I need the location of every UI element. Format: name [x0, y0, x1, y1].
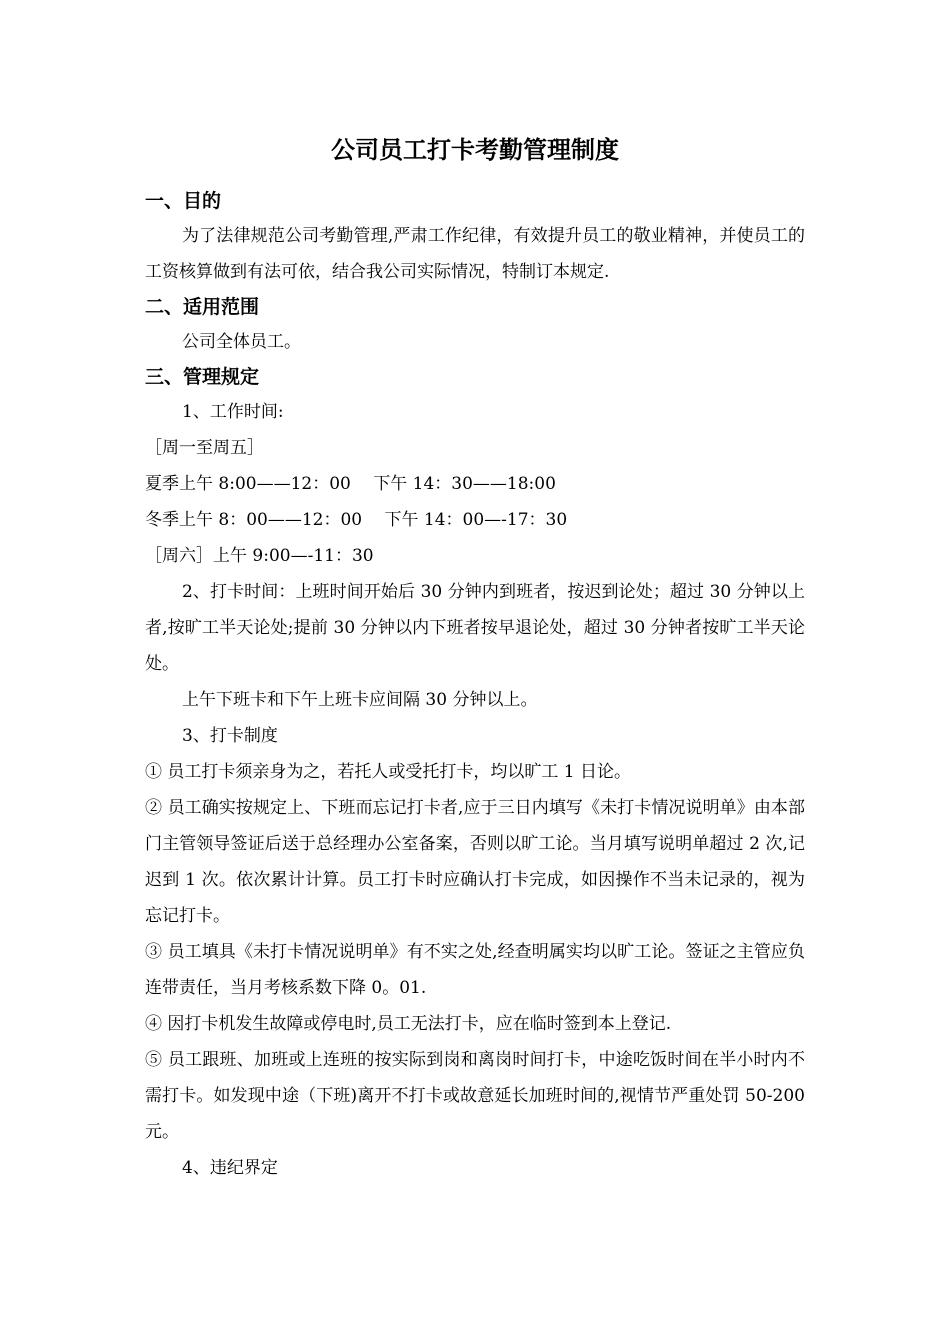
purpose-paragraph: 为了法律规范公司考勤管理,严肃工作纪律，有效提升员工的敬业精神，并使员工的工资核算做到有法可依，结合我公司实际情况，特制订本规定. — [145, 226, 805, 282]
violation-label: 4、违纪界定 — [182, 1158, 278, 1178]
clock-rules-label: 3、打卡制度 — [182, 726, 278, 746]
section-heading-rules: 三、管理规定 — [145, 366, 260, 388]
scope-paragraph: 公司全体员工。 — [182, 332, 301, 352]
rule-item-5: ⑤ 员工跟班、加班或上连班的按实际到岗和离岗时间打卡，中途吃饭时间在半小时内不需打卡。如发现中途（下班)离开不打卡或故意延长加班时间的,视情节严重处罚 50-200 元。 — [145, 1050, 805, 1142]
rule-item-4: ④ 因打卡机发生故障或停电时,员工无法打卡，应在临时签到本上登记. — [145, 1014, 672, 1034]
rule-item-1: ① 员工打卡须亲身为之，若托人或受托打卡，均以旷工 1 日论。 — [145, 762, 632, 782]
interval-note: 上午下班卡和下午上班卡应间隔 30 分钟以上。 — [182, 690, 538, 710]
summer-hours: 夏季上午 8:00——12：00 下午 14：30——18:00 — [145, 474, 556, 494]
winter-hours: 冬季上午 8：00——12：00 下午 14：00—-17：30 — [145, 510, 568, 530]
rule-item-3: ③ 员工填具《未打卡情况说明单》有不实之处,经查明属实均以旷工论。签证之主管应负连带责任，当月考核系数下降 0。01. — [145, 942, 805, 998]
saturday-hours: ［周六］上午 9:00—-11：30 — [145, 546, 374, 566]
work-time-label: 1、工作时间: — [182, 402, 284, 422]
document-page — [145, 128, 805, 1186]
rule-item-2: ② 员工确实按规定上、下班而忘记打卡者,应于三日内填写《未打卡情况说明单》由本部门主管领导签证后送于总经理办公室备案，否则以旷工论。当月填写说明单超过 2 次,记迟到 1 次。依次累计计算。员工打卡时应确认打卡完成，如因操作不当未记录的，视为忘记打卡。 — [145, 798, 805, 926]
section-heading-purpose: 一、目的 — [145, 190, 222, 212]
weekday-label: ［周一至周五］ — [145, 438, 264, 458]
clock-time-paragraph: 2、打卡时间：上班时间开始后 30 分钟内到班者，按迟到论处；超过 30 分钟以上者,按旷工半天论处;提前 30 分钟以内下班者按早退论处，超过 30 分钟者按旷工半天论处。 — [145, 582, 805, 674]
section-heading-scope: 二、适用范围 — [145, 296, 260, 318]
document-title: 公司员工打卡考勤管理制度 — [331, 136, 619, 164]
